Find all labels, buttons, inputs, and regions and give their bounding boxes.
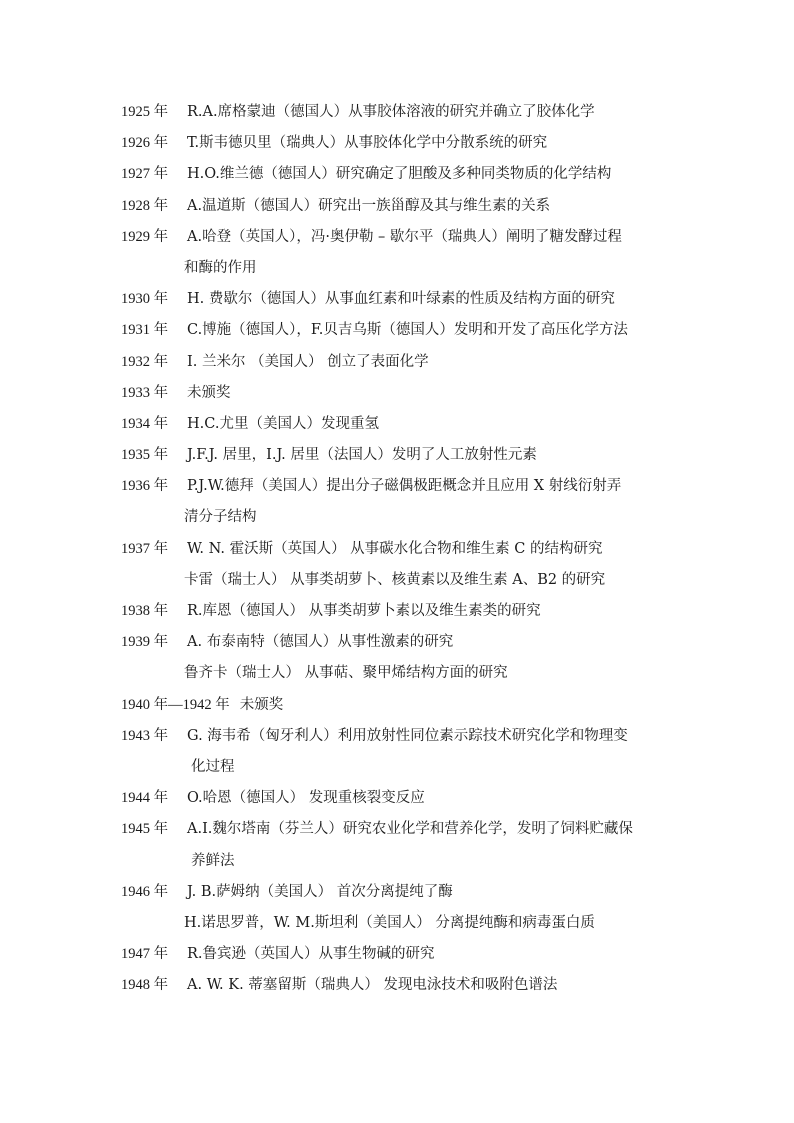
entry-text: J. B.萨姆纳（美国人） 首次分离提纯了酶 [187,883,453,900]
entry-text: J.F.J. 居里，I.J. 居里（法国人）发明了人工放射性元素 [187,447,537,464]
entry-text: A.哈登（英国人），冯·奥伊勒 – 歇尔平（瑞典人）阐明了糖发酵过程 [187,228,622,245]
entry-text: 化过程 [191,758,235,775]
list-item [121,315,701,346]
entry-text: A.温道斯（德国人）研究出一族甾醇及其与维生素的关系 [187,197,551,214]
year-label: 1935 年 [121,447,169,464]
entry-text: A. 布泰南特（德国人）从事性激素的研究 [187,634,454,651]
list-item [121,627,701,658]
year-label: 1931 年 [121,322,169,339]
entry-text: W. N. 霍沃斯（英国人） 从事碳水化合物和维生素 C 的结构研究 [187,540,603,557]
year-label: 1945 年 [121,821,169,838]
entry-text: R.鲁宾逊（英国人）从事生物碱的研究 [187,946,435,963]
continuation-line [121,908,701,939]
entry-text: 养鲜法 [191,852,235,869]
entry-text: I. 兰米尔 （美国人） 创立了表面化学 [187,353,429,370]
year-label: 1944 年 [121,790,169,807]
entry-text: A. W. K. 蒂塞留斯（瑞典人） 发现电泳技术和吸附色谱法 [187,977,558,994]
entry-text: H.O.维兰德（德国人）研究确定了胆酸及多种同类物质的化学结构 [187,166,612,183]
list-item [121,222,701,253]
entry-text: 未颁奖 [239,696,284,713]
list-item [121,284,701,315]
year-label: 1936 年 [121,478,169,495]
list-item [121,970,701,1001]
entry-text: H.C.尤里（美国人）发现重氢 [187,415,379,432]
list-item [121,440,701,471]
year-label: 1925 年 [121,104,169,120]
nobel-chemistry-list [121,97,701,1001]
entry-text: P.J.W.德拜（美国人）提出分子磁偶极距概念并且应用 X 射线衍射弄 [187,478,622,495]
entry-text: H.诺思罗普，W. M.斯坦利（美国人） 分离提纯酶和病毒蛋白质 [184,914,595,931]
year-label: 1932 年 [121,353,169,370]
continuation-line [121,502,701,533]
list-item [121,159,701,190]
entry-text: 清分子结构 [184,509,257,526]
year-label: 1939 年 [121,634,169,651]
year-label: 1938 年 [121,603,169,619]
list-item [121,191,701,222]
year-label: 1940 年—1942 年 [121,696,230,713]
year-label: 1947 年 [121,946,169,963]
list-item [121,596,701,627]
entry-text: 卡雷（瑞士人） 从事类胡萝卜、核黄素以及维生素 A、B2 的研究 [184,571,606,588]
entry-text: 和酶的作用 [184,259,257,276]
list-item [121,814,701,845]
entry-text: R.A.席格蒙迪（德国人）从事胶体溶液的研究并确立了胶体化学 [187,104,595,120]
list-item [121,471,701,502]
list-item [121,690,701,721]
list-item [121,347,701,378]
entry-text: T.斯韦德贝里（瑞典人）从事胶体化学中分散系统的研究 [187,135,548,152]
year-label: 1934 年 [121,415,169,432]
list-item [121,939,701,970]
entry-text: H. 费歇尔（德国人）从事血红素和叶绿素的性质及结构方面的研究 [187,291,615,308]
list-item [121,534,701,565]
year-label: 1926 年 [121,135,169,152]
entry-text: 未颁奖 [187,384,231,401]
continuation-line [121,253,701,284]
year-label: 1937 年 [121,540,169,557]
list-item [121,409,701,440]
year-label: 1948 年 [121,977,169,994]
year-label: 1929 年 [121,228,169,245]
entry-text: C.博施（德国人），F.贝吉乌斯（德国人）发明和开发了高压化学方法 [187,322,628,339]
continuation-line [121,846,701,877]
entry-text: R.库恩（德国人） 从事类胡萝卜素以及维生素类的研究 [187,603,541,619]
entry-text: 鲁齐卡（瑞士人） 从事萜、聚甲烯结构方面的研究 [184,665,508,682]
year-label: 1930 年 [121,291,169,308]
entry-text: G. 海韦希（匈牙利人）利用放射性同位素示踪技术研究化学和物理变 [187,727,628,744]
year-label: 1928 年 [121,197,169,214]
year-label: 1933 年 [121,384,169,401]
list-item [121,721,701,752]
year-label: 1943 年 [121,727,169,744]
list-item [121,97,701,128]
continuation-line [121,752,701,783]
year-label: 1946 年 [121,883,169,900]
entry-text: O.哈恩（德国人） 发现重核裂变反应 [187,790,425,807]
list-item [121,783,701,814]
list-item [121,877,701,908]
list-item [121,378,701,409]
continuation-line [121,658,701,689]
entry-text: A.I.魏尔塔南（芬兰人）研究农业化学和营养化学，发明了饲料贮藏保 [187,821,633,838]
list-item [121,128,701,159]
year-label: 1927 年 [121,166,169,183]
continuation-line [121,565,701,596]
